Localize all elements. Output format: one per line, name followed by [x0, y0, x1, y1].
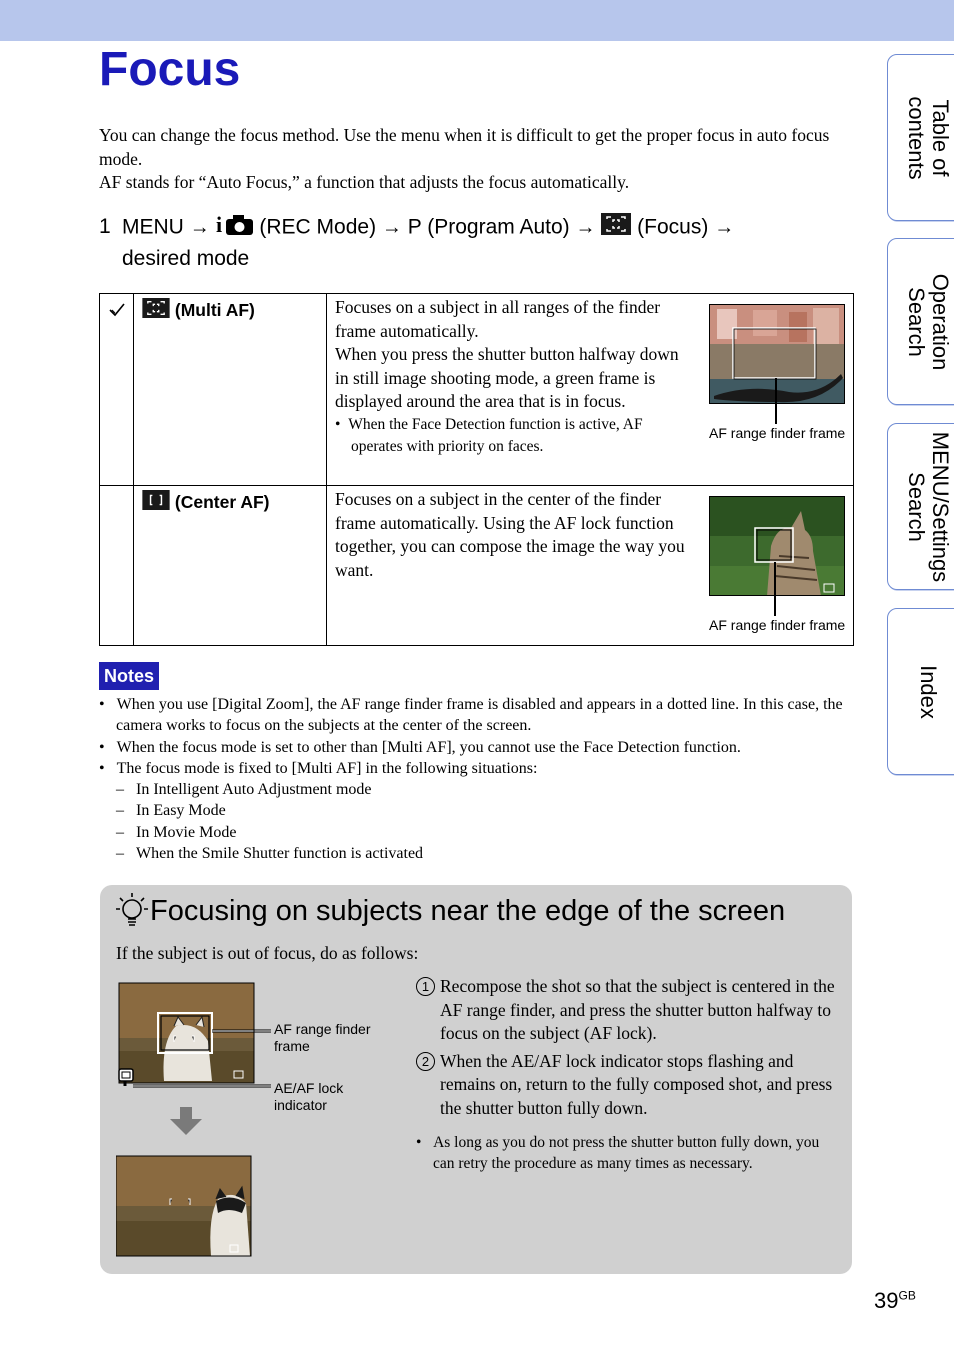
- mode-desc-cell: [327, 294, 854, 486]
- center-af-figure: [709, 496, 846, 633]
- focus-label: (Focus): [637, 215, 709, 239]
- top-banner: [0, 0, 954, 41]
- note-subtext: In Easy Mode: [136, 802, 226, 820]
- note-subtext: In Intelligent Auto Adjustment mode: [136, 781, 372, 799]
- mode-name: (Multi AF): [174, 299, 255, 320]
- default-check-cell: [100, 294, 134, 486]
- page-number-value: 39: [874, 1288, 899, 1313]
- intro-line: You can change the focus method. Use the menu when it is difficult to get the proper focus in auto focus mode.: [99, 125, 830, 169]
- program-icon: P: [407, 215, 422, 239]
- step-number-badge: 1: [416, 977, 435, 996]
- ae-af-lock-label: AE/AF lock indicator: [274, 1080, 344, 1113]
- step-number-badge: 2: [416, 1052, 435, 1071]
- hint-bullet: • As long as you do not press the shutter button fully down, you can retry the procedure as many times as necessary.: [416, 1134, 820, 1172]
- note-text: The focus mode is fixed to [Multi AF] in the following situations:: [116, 759, 538, 777]
- center-af-icon: [142, 490, 170, 517]
- af-frame-label: AF range finder frame: [274, 1021, 371, 1054]
- step-number: 1: [99, 215, 111, 238]
- notes-list: [99, 694, 854, 864]
- lightbulb-icon: [114, 889, 150, 933]
- program-auto-label: (Program Auto): [427, 215, 570, 239]
- note-subtext: In Movie Mode: [136, 823, 237, 841]
- svg-text:i: i: [215, 212, 222, 236]
- list-item: – In Easy Mode: [116, 802, 226, 820]
- menu-step: [99, 212, 819, 273]
- note-text: When you use [Digital Zoom], the AF range finder frame is disabled and appears in a dotted line. In this case, the camera works to focus on the subjects at the center of the screen.: [116, 696, 843, 735]
- note-subtext: When the Smile Shutter function is activated: [136, 845, 424, 863]
- mode-name: (Center AF): [174, 491, 270, 512]
- multi-af-figure: [709, 304, 845, 441]
- list-item: – In Intelligent Auto Adjustment mode: [116, 781, 372, 799]
- page-number-suffix: GB: [898, 1288, 916, 1303]
- list-item: – When the Smile Shutter function is activated: [116, 845, 424, 863]
- gondola-photo: [709, 304, 845, 434]
- check-icon: [109, 303, 125, 317]
- mode-note: • When the Face Detection function is active, AF operates with priority on faces.: [335, 415, 643, 455]
- intro-line: AF stands for “Auto Focus,” a function that adjusts the focus automatically.: [99, 172, 630, 192]
- hint-step-text: When the AE/AF lock indicator stops flashing and remains on, return to the fully composed shot, and press the shutter button fully down.: [440, 1050, 833, 1118]
- hint-title: Focusing on subjects near the edge of the screen: [150, 895, 786, 927]
- list-item: – In Movie Mode: [116, 823, 237, 841]
- hint-step: [416, 975, 836, 1046]
- mode-note-text: When the Face Detection function is active, AF operates with priority on faces.: [348, 415, 643, 455]
- hint-step-text: Recompose the shot so that the subject is centered in the AF range finder, and press the shutter button halfway to focus on the subject (AF lock).: [440, 976, 835, 1043]
- rec-mode-label: (REC Mode): [259, 215, 377, 239]
- cat-photo: [709, 496, 845, 616]
- mode-desc: When you press the shutter button halfway down in still image shooting mode, a green frame is displayed around the area that is in focus.: [335, 344, 679, 411]
- list-item: • When the focus mode is set to other than [Multi AF], you cannot use the Face Detection function.: [99, 738, 741, 756]
- mode-name-cell: [134, 486, 327, 646]
- page-title: Focus: [99, 43, 241, 96]
- mode-desc: Focuses on a subject in all ranges of the finder frame automatically.: [335, 297, 661, 341]
- tab-menu-settings-search[interactable]: [887, 423, 954, 590]
- mode-desc: Focuses on a subject in the center of the finder frame automatically. Using the AF lock function together, you can compose the image the way you want.: [335, 489, 685, 580]
- tab-label: Operation Search: [904, 273, 953, 370]
- hint-panel: [100, 885, 852, 1274]
- multi-af-icon: [601, 213, 631, 243]
- table-row: [100, 294, 854, 486]
- list-item: • The focus mode is fixed to [Multi AF] in the following situations:: [99, 759, 538, 777]
- tab-label: MENU/Settings Search: [904, 431, 953, 582]
- page-number: [874, 1288, 916, 1314]
- list-item: • When you use [Digital Zoom], the AF range finder frame is disabled and appears in a dotted line. In this case, the camera works to focus on the subjects at the center of the screen.: [99, 696, 843, 735]
- intro-text: [99, 124, 844, 195]
- tab-label: Index: [916, 664, 941, 719]
- desired-mode-label: desired mode: [122, 247, 250, 270]
- tab-label: Table of contents: [904, 95, 953, 180]
- notes-badge: Notes: [99, 662, 159, 690]
- figure-label: AF range finder frame: [709, 617, 846, 633]
- mode-desc-cell: [327, 486, 854, 646]
- hint-intro: If the subject is out of focus, do as follows:: [116, 943, 419, 963]
- check-cell: [100, 486, 134, 646]
- tab-operation-search[interactable]: [887, 238, 954, 405]
- tab-index[interactable]: [887, 608, 954, 775]
- focus-mode-table: [99, 293, 854, 646]
- arrow-icon: →: [189, 216, 210, 239]
- mode-name-cell: [134, 294, 327, 486]
- tab-table-of-contents[interactable]: [887, 54, 954, 221]
- menu-label: MENU: [122, 215, 184, 239]
- intelligent-camera-icon: [216, 212, 254, 244]
- hint-bullet-text: As long as you do not press the shutter button fully down, you can retry the procedure as many times as necessary.: [433, 1134, 820, 1172]
- multi-af-icon: [142, 298, 170, 325]
- hint-steps: [416, 975, 836, 1174]
- hint-step: [416, 1050, 836, 1121]
- table-row: [100, 486, 854, 646]
- arrow-icon: →: [714, 216, 735, 239]
- arrow-icon: →: [381, 216, 402, 239]
- arrow-icon: →: [575, 216, 596, 239]
- figure-label: AF range finder frame: [709, 425, 846, 441]
- note-text: When the focus mode is set to other than [Multi AF], you cannot use the Face Detection function.: [116, 738, 741, 756]
